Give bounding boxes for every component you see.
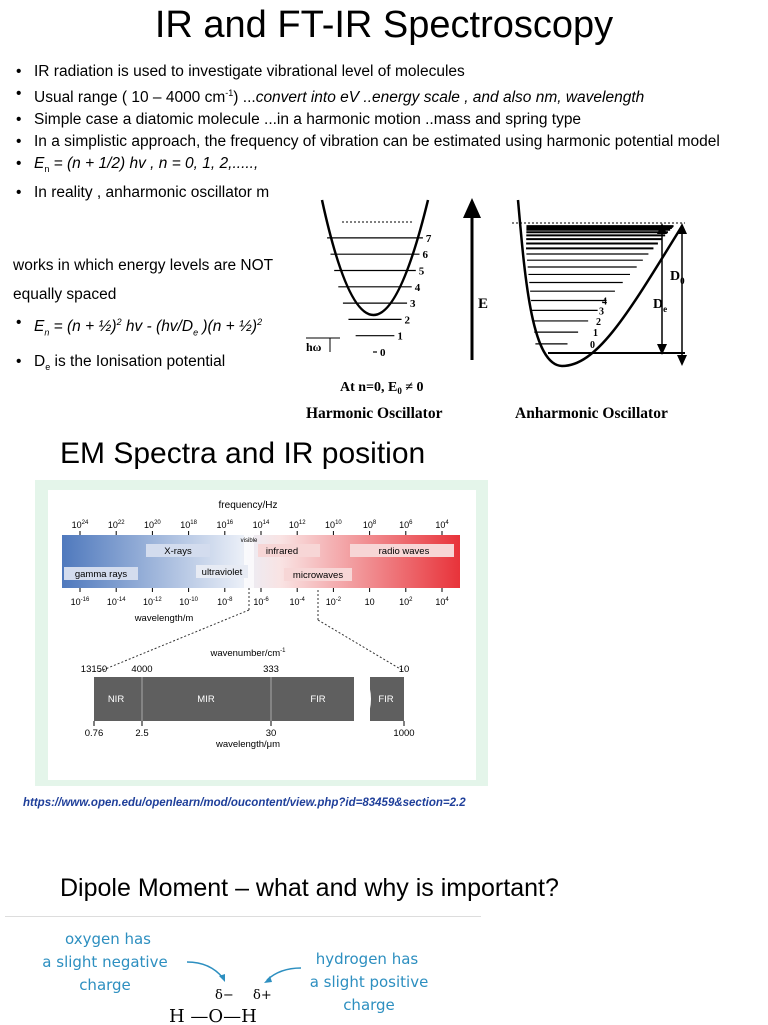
page-title: IR and FT-IR Spectroscopy — [154, 4, 614, 46]
harmonic-level-label-2: 2 — [404, 314, 411, 327]
freq-tick: $10^{12}$ — [288, 520, 306, 530]
bullet-usual-range: • Usual range ( 10 – 4000 $cm^{-1}$) ...convert into eV ..energy scale , and also nm, wavelength — [14, 84, 754, 107]
wavenumber-label: wavenumber/$cm^{-1}$ — [210, 648, 286, 659]
band-microwaves: microwaves — [292, 570, 344, 581]
freq-tick: $10^{20}$ — [144, 520, 161, 530]
region-fir: FIR — [310, 694, 326, 705]
band-radio: radio waves — [378, 546, 430, 557]
band-xrays: X-rays — [164, 546, 192, 557]
energy-arrow-head — [463, 198, 481, 218]
oxygen-note-3: charge — [79, 976, 131, 994]
spectrum-bar — [62, 535, 460, 588]
band-infrared: infrared — [265, 546, 299, 557]
region-nir: NIR — [107, 694, 125, 705]
anharmonic-level-label-2: 2 — [596, 316, 601, 328]
bullet-ir-radiation: • IR radiation is used to investigate vibrational level of molecules — [14, 62, 754, 81]
source-link[interactable]: https://www.open.edu/openlearn/mod/oucontent/view.php?id=83459&section=2.2 — [23, 797, 466, 809]
harmonic-levels — [327, 238, 423, 352]
region-fir-far: FIR — [378, 694, 394, 705]
harmonic-level-label-3: 3 — [410, 298, 416, 311]
micrometer-ticks — [85, 721, 415, 739]
anharmonic-level-label-0: 0 — [590, 339, 595, 351]
freq-tick: $10^{14}$ — [252, 520, 270, 530]
wavelength-tick: $10^{-10}$ — [179, 597, 198, 607]
bullet-anharmonic: • In reality , anharmonic oscillator m — [14, 183, 754, 202]
bullet-ionisation: • $D_e$ is the Ionisation potential — [16, 353, 226, 373]
freq-tick: $10^{18}$ — [180, 520, 197, 530]
wavenumber-tick: 333 — [263, 664, 279, 675]
oxygen-note-1: oxygen has — [64, 930, 152, 948]
continuation-line-1: works in which energy levels are NOT — [13, 257, 274, 274]
micrometer-tick: 0.76 — [84, 728, 104, 739]
visible-label: visible — [240, 538, 258, 544]
wavelength-tick: $10^{-12}$ — [143, 597, 162, 607]
em-spectrum-chart — [48, 490, 476, 780]
wavenumber-tick: 4000 — [131, 664, 153, 675]
wavelength-tick: $10^2$ — [399, 597, 413, 607]
anharmonic-level-label-3: 3 — [599, 306, 604, 318]
micrometer-tick: 1000 — [393, 728, 415, 739]
bullet-diatomic: • Simple case a diatomic molecule ...in a harmonic motion ..mass and spring type — [14, 110, 754, 129]
wavenumber-tick: 13150 — [80, 664, 108, 675]
harmonic-title: Harmonic Oscillator — [306, 405, 443, 422]
dipole-heading: Dipole Moment – what and why is important? — [60, 874, 559, 902]
freq-tick: $10^8$ — [362, 520, 377, 530]
anharmonic-level-label-1: 1 — [593, 328, 598, 340]
harmonic-level-label-6: 6 — [422, 249, 429, 262]
bullet-energy-formula: • $E_n = (n + 1/2)$ hv , n = 0, 1, 2,....., — [14, 154, 754, 179]
wavelength-ticks — [71, 588, 450, 607]
harmonic-level-label-1: 1 — [397, 330, 403, 343]
water-molecule-diagram — [5, 916, 481, 1024]
freq-tick: $10^6$ — [399, 520, 413, 530]
delta-minus: δ− — [215, 988, 234, 1003]
water-formula: H —O—H — [169, 1006, 257, 1024]
wavelength-m-label: wavelength/m — [134, 613, 194, 624]
delta-plus: δ+ — [253, 988, 272, 1003]
oxygen-note-arrow — [187, 962, 223, 978]
anharmonic-title: Anharmonic Oscillator — [515, 405, 668, 422]
wavelength-tick: 10 — [364, 597, 375, 607]
region-mir: MIR — [197, 694, 215, 705]
oxygen-note-2: a slight negative — [42, 953, 168, 971]
n0-caption: At n=0, $E_0 \ne 0$ — [340, 380, 424, 396]
axis-break — [354, 677, 371, 721]
freq-tick: $10^{16}$ — [216, 520, 234, 530]
wavelength-tick: $10^{-6}$ — [253, 597, 269, 607]
de-label: $D_e$ — [653, 297, 668, 314]
wavenumber-ticks — [81, 664, 410, 675]
bullet-list — [14, 62, 754, 205]
d0-label: $D_0$ — [670, 269, 685, 286]
wavelength-um-label: wavelength/μm — [215, 739, 281, 750]
wavelength-tick: $10^{-4}$ — [289, 597, 305, 607]
harmonic-level-label-7: 7 — [425, 232, 432, 245]
wavelength-tick: $10^{-8}$ — [217, 597, 233, 607]
wavenumber-tick: 10 — [398, 664, 410, 675]
freq-tick: $10^{10}$ — [325, 520, 342, 530]
continuation-line-2: equally spaced — [13, 286, 117, 303]
wavelength-tick: $10^{-16}$ — [70, 597, 90, 607]
wavelength-tick: $10^4$ — [435, 597, 449, 607]
freq-axis-label: frequency/Hz — [218, 500, 278, 511]
hydrogen-note-arrow — [267, 968, 301, 980]
hw-label: hω — [306, 340, 322, 354]
freq-tick: $10^4$ — [435, 520, 449, 530]
harmonic-level-label-0: 0 — [380, 347, 386, 359]
hydrogen-note-3: charge — [343, 996, 395, 1014]
micrometer-tick: 2.5 — [135, 728, 149, 739]
bullet-list-2 — [14, 313, 314, 377]
bullet-simplistic: • In a simplistic approach, the frequency of vibration can be estimated using harmonic potential model — [14, 132, 754, 151]
anharmonic-level-label-4: 4 — [602, 296, 607, 308]
em-heading: EM Spectra and IR position — [60, 437, 426, 470]
zoom-line-right — [318, 620, 402, 670]
freq-tick: $10^{22}$ — [107, 520, 125, 530]
harmonic-level-labels — [380, 233, 432, 359]
micrometer-tick: 30 — [265, 728, 277, 739]
freq-tick: $10^{24}$ — [71, 520, 89, 530]
freq-ticks — [72, 520, 450, 535]
oscillator-diagram — [300, 190, 710, 425]
wavelength-tick: $10^{-14}$ — [106, 597, 126, 607]
energy-label: E — [478, 296, 489, 312]
bullet-anharmonic-formula: • $E_n = (n$ + ½)$^2$ hv - ($hv/D_e$ )(n + ½)$^2$ — [16, 314, 263, 338]
hydrogen-note-2: a slight positive — [309, 973, 429, 991]
harmonic-level-label-4: 4 — [414, 281, 421, 294]
harmonic-level-label-5: 5 — [418, 265, 425, 278]
band-uv: ultraviolet — [201, 567, 243, 578]
hydrogen-note-1: hydrogen has — [315, 950, 419, 968]
wavelength-tick: $10^{-2}$ — [325, 597, 342, 607]
band-gamma: gamma rays — [74, 569, 128, 580]
